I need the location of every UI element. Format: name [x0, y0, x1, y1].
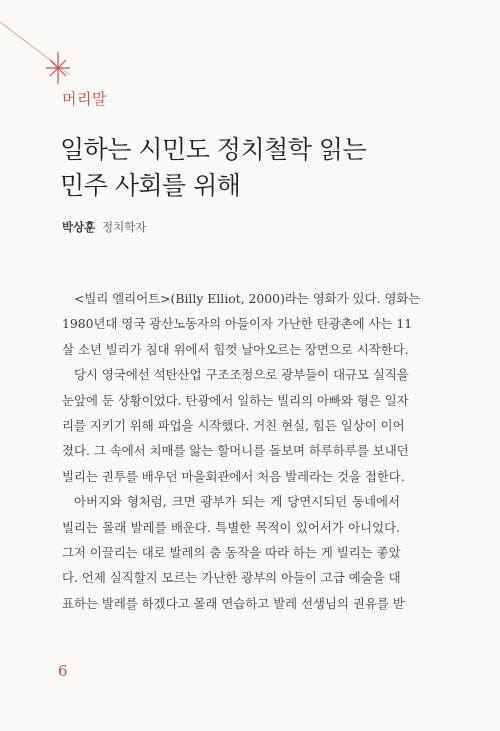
body-line: 눈앞에 둔 상황이었다. 탄광에서 일하는 빌리의 아빠와 형은 일자 [62, 392, 409, 408]
body-line: 1980년대 영국 광산노동자의 아들이자 가난한 탄광촌에 사는 11 [62, 316, 413, 332]
body-line: <빌리 엘리어트>(Billy Elliot, 2000)라는 영화가 있다. 영화는 [74, 291, 421, 306]
body-line: 당시 영국에선 석탄산업 구조조정으로 광부들이 대규모 실직을 [74, 367, 409, 383]
chapter-title [60, 132, 460, 204]
body-text [62, 286, 421, 616]
page-number: 6 [58, 662, 68, 680]
body-line: 졌다. 그 속에서 치매를 앓는 할머니를 돌보며 하루하루를 보내던 [62, 443, 409, 459]
title-line: 일하는 시민도 정치철학 읽는 [60, 135, 367, 164]
author-role: 정치학자 [101, 220, 147, 234]
author-name: 박상훈 [62, 220, 96, 234]
body-line: 살 소년 빌리가 침대 위에서 힘껏 날아오르는 장면으로 시작한다. [62, 341, 409, 357]
body-line: 빌리는 권투를 배우던 마을회관에서 처음 발레라는 것을 접한다. [62, 468, 405, 484]
author-byline [62, 219, 146, 235]
title-line: 민주 사회를 위해 [60, 171, 241, 200]
body-line: 아버지와 형처럼, 크면 광부가 되는 게 당연시되던 동네에서 [74, 494, 400, 510]
body-line: 표하는 발레를 하겠다고 몰래 연습하고 발레 선생님의 권유를 받 [62, 595, 405, 611]
body-line: 다. 언제 실직할지 모르는 가난한 광부의 아들이 고급 예술을 대 [62, 570, 401, 586]
body-line: 빌리는 몰래 발레를 배운다. 특별한 목적이 있어서가 아니었다. [62, 519, 400, 535]
body-line: 리를 지키기 위해 파업을 시작했다. 거친 현실, 힘든 일상이 이어 [62, 418, 405, 434]
body-line: 그저 이끌리는 대로 발레의 춤 동작을 따라 하는 게 빌리는 좋았 [62, 545, 401, 561]
section-label: 머리말 [62, 90, 107, 108]
